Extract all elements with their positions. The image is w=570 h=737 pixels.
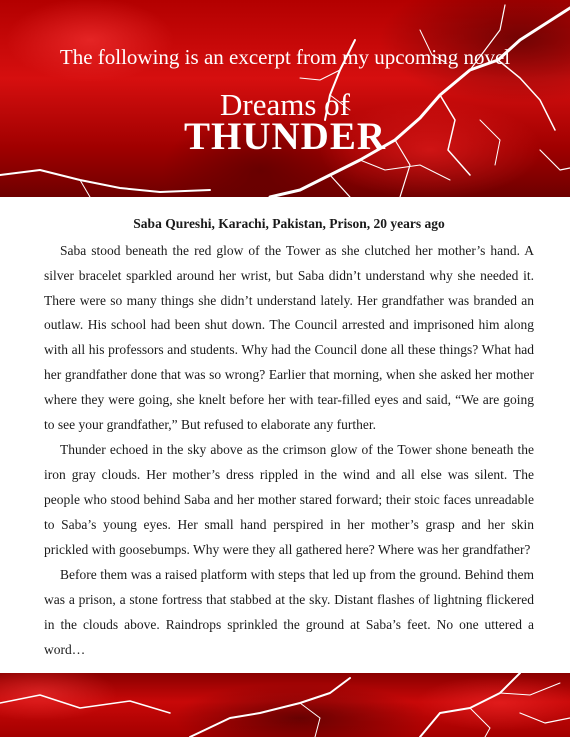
excerpt-heading: Saba Qureshi, Karachi, Pakistan, Prison, 20 years ago (133, 216, 445, 231)
paragraph: Saba stood beneath the red glow of the Tower as she clutched her mother’s hand. A silver bracelet sparkled around her wrist, but Saba didn’t understand why she needed it. There were so many things she didn’t understand lately. Her grandfather was branded an outlaw. His school had been shut down. The Council arrested and imprisoned him along with all his professors and students. Why had the Council done all these things? What had her grandfather done that was so wrong? Earlier that morning, when she asked her mother where they were going, she knelt before her with tear-filled eyes and said, “We are going to see your grandfather,” But refused to elaborate any further. (44, 243, 534, 432)
paragraph: Before them was a raised platform with steps that led up from the ground. Behind them was a prison, a stone fortress that stabbed at the sky. Distant flashes of lightning flickered in the clouds above. Raindrops sprinkled the ground at Saba’s feet. No one uttered a word… (44, 567, 534, 657)
footer-banner (0, 673, 570, 737)
paragraph: Thunder echoed in the sky above as the crimson glow of the Tower shone beneath the iron gray clouds. Her mother’s dress rippled in the wind and all else was silent. The people who stood behind Saba and her mother stared forward; their stoic faces unreadable to Saba’s young eyes. Her small hand perspired in her mother’s grasp and her skin prickled with goosebumps. Why were they all gathered here? Where was her grandfather? (44, 442, 534, 557)
header-banner (0, 0, 570, 197)
lightning-graphic (0, 673, 570, 737)
excerpt-body (44, 215, 534, 664)
banner-intro: The following is an excerpt from my upcoming novel (59, 45, 511, 69)
title-line-1: Dreams of (220, 87, 350, 122)
title-line-2: THUNDER (183, 115, 387, 158)
